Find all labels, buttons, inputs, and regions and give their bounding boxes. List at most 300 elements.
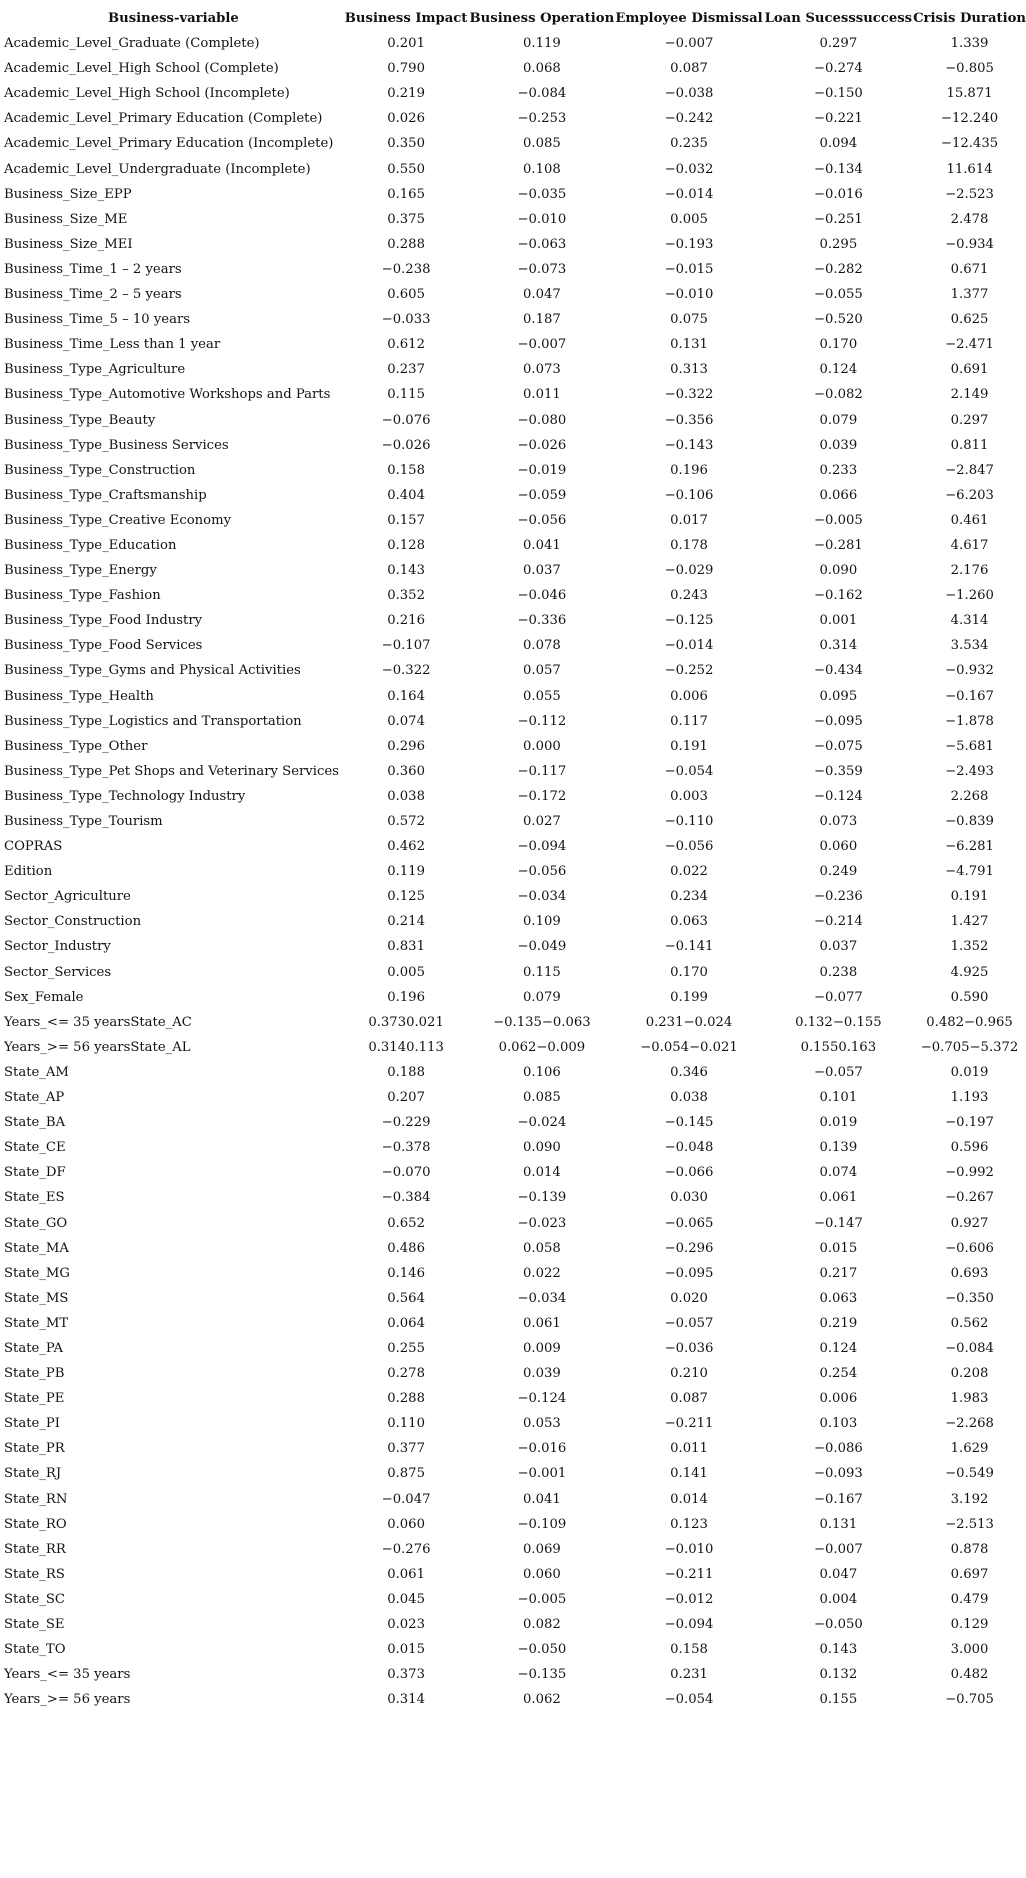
table-row (4, 382, 1026, 407)
variable-name: Academic_Level_High School (Incomplete) (4, 86, 290, 102)
table-row (4, 809, 1026, 834)
variable-name: State_ES (4, 1190, 65, 1206)
business-operation-value: 0.078 (522, 638, 561, 654)
employee-dismissal-value: −0.048 (664, 1140, 714, 1156)
employee-dismissal-value: −0.296 (664, 1240, 714, 1256)
business-operation-value: −0.024 (517, 1115, 567, 1131)
header-business-operation: Business Operation (469, 11, 615, 26)
loan-success-value: 0.074 (819, 1165, 858, 1181)
employee-dismissal-value: −0.252 (664, 663, 714, 679)
employee-dismissal-value: −0.211 (664, 1416, 714, 1432)
crisis-duration-value: 1.352 (950, 939, 989, 955)
crisis-duration-value: 0.208 (950, 1366, 989, 1382)
crisis-duration-value: −2.513 (945, 1516, 994, 1532)
employee-dismissal-value: −0.356 (664, 412, 714, 428)
loan-success-value: 0.131 (819, 1516, 858, 1532)
table-row (4, 307, 1026, 332)
crisis-duration-value: 0.482−0.965 (926, 1014, 1013, 1030)
header-business-variable: Business-variable (107, 11, 239, 26)
crisis-duration-value: −0.197 (945, 1115, 994, 1131)
variable-name: Edition (4, 864, 53, 880)
crisis-duration-value: 0.479 (950, 1591, 989, 1607)
business-operation-value: 0.058 (522, 1240, 561, 1256)
variable-name: State_AP (4, 1090, 65, 1106)
employee-dismissal-value: 0.243 (670, 588, 708, 604)
loan-success-value: 0.297 (819, 36, 858, 52)
crisis-duration-value: −2.523 (945, 186, 994, 202)
business-operation-value: 0.022 (522, 1265, 561, 1281)
business-impact-value: 0.165 (387, 186, 425, 202)
crisis-duration-value: 1.339 (950, 36, 989, 52)
business-operation-value: −0.336 (517, 613, 567, 629)
loan-success-value: −0.281 (813, 537, 863, 553)
loan-success-value: 0.094 (819, 136, 858, 152)
business-operation-value: −0.253 (517, 111, 567, 127)
business-operation-value: −0.050 (517, 1642, 567, 1658)
business-impact-value: 0.115 (387, 387, 425, 403)
business-impact-value: 0.360 (387, 763, 425, 779)
variable-name: Business_Time_Less than 1 year (4, 337, 221, 353)
loan-success-value: 0.143 (819, 1642, 858, 1658)
table-row (4, 106, 1026, 131)
crisis-duration-value: 0.297 (950, 412, 989, 428)
crisis-duration-value: −0.932 (945, 663, 994, 679)
employee-dismissal-value: 0.075 (670, 312, 708, 328)
employee-dismissal-value: −0.322 (664, 387, 714, 403)
table-row (4, 633, 1026, 658)
business-operation-value: 0.079 (522, 989, 561, 1005)
variable-name: State_DF (4, 1165, 66, 1181)
table-row (4, 508, 1026, 533)
variable-name: State_PA (4, 1340, 64, 1356)
business-impact-value: 0.564 (387, 1290, 425, 1306)
table-row (4, 960, 1026, 985)
business-impact-value: 0.550 (387, 161, 425, 177)
table-row (4, 332, 1026, 357)
table-row (4, 1010, 1026, 1035)
table-row (4, 934, 1026, 959)
variable-name: Academic_Level_Graduate (Complete) (4, 36, 260, 52)
employee-dismissal-value: 0.003 (670, 788, 708, 804)
variable-name: State_RR (4, 1541, 66, 1557)
variable-name: Sector_Construction (4, 914, 142, 930)
loan-success-value: −0.077 (813, 989, 863, 1005)
business-operation-value: 0.057 (522, 663, 561, 679)
employee-dismissal-value: −0.057 (664, 1315, 714, 1331)
loan-success-value: 0.063 (819, 1290, 858, 1306)
business-impact-value: −0.322 (381, 663, 431, 679)
business-impact-value: 0.352 (387, 588, 425, 604)
table-row (4, 1436, 1026, 1461)
loan-success-value: 0.060 (819, 839, 858, 855)
employee-dismissal-value: −0.056 (664, 839, 714, 855)
crisis-duration-value: 1.427 (950, 914, 989, 930)
table-row (4, 1211, 1026, 1236)
business-operation-value: 0.085 (522, 1090, 561, 1106)
loan-success-value: 0.295 (819, 236, 858, 252)
business-impact-value: −0.076 (381, 412, 431, 428)
loan-success-value: 0.254 (819, 1366, 858, 1382)
table-row (4, 1487, 1026, 1512)
business-impact-value: 0.831 (387, 939, 425, 955)
table-row (4, 207, 1026, 232)
loan-success-value: 0.073 (819, 814, 858, 829)
business-operation-value: 0.082 (522, 1617, 561, 1632)
business-impact-value: 0.158 (387, 462, 425, 478)
crisis-duration-value: −6.203 (945, 487, 994, 503)
header-loan-success: Loan Sucesssuccess (764, 11, 913, 26)
business-operation-value: 0.027 (522, 814, 561, 829)
loan-success-value: −0.075 (813, 738, 863, 754)
business-impact-value: −0.229 (381, 1115, 431, 1131)
crisis-duration-value: 1.193 (950, 1090, 989, 1106)
business-impact-value: 0.026 (387, 111, 425, 127)
table-row (4, 658, 1026, 683)
table-row (4, 884, 1026, 909)
table-row (4, 985, 1026, 1010)
variable-name: State_CE (4, 1140, 66, 1156)
business-operation-value: −0.059 (517, 487, 567, 503)
employee-dismissal-value: 0.235 (670, 136, 708, 152)
loan-success-value: −0.016 (813, 186, 863, 202)
variable-name: Business_Type_Automotive Workshops and Parts (4, 387, 331, 403)
loan-success-value: 0.139 (819, 1140, 858, 1156)
business-operation-value: −0.056 (517, 512, 567, 528)
crisis-duration-value: −0.084 (945, 1340, 994, 1356)
business-operation-value: −0.046 (517, 588, 567, 604)
crisis-duration-value: −0.267 (945, 1190, 994, 1206)
employee-dismissal-value: −0.242 (664, 111, 714, 127)
business-operation-value: 0.055 (522, 688, 561, 704)
business-impact-value: −0.107 (381, 638, 431, 654)
employee-dismissal-value: −0.015 (664, 261, 714, 277)
table-row (4, 1637, 1026, 1662)
business-impact-value: 0.3730.021 (368, 1014, 444, 1030)
table-row (4, 1612, 1026, 1637)
loan-success-value: 0.061 (819, 1190, 858, 1206)
business-impact-value: 0.119 (387, 864, 425, 880)
employee-dismissal-value: 0.022 (670, 864, 708, 880)
loan-success-value: −0.167 (813, 1491, 863, 1507)
loan-success-value: −0.520 (813, 312, 863, 328)
variable-name: State_PI (4, 1416, 60, 1432)
loan-success-value: 0.047 (819, 1566, 858, 1582)
business-operation-value: −0.023 (517, 1215, 567, 1231)
employee-dismissal-value: −0.054 (664, 1692, 714, 1708)
crisis-duration-value: 4.314 (950, 613, 989, 629)
employee-dismissal-value: −0.145 (664, 1115, 714, 1131)
business-impact-value: 0.064 (387, 1315, 425, 1331)
loan-success-value: 0.095 (819, 688, 858, 704)
crisis-duration-value: 1.983 (950, 1391, 989, 1407)
business-impact-value: 0.237 (387, 362, 425, 378)
variable-name: Sex_Female (4, 989, 84, 1005)
variable-name: State_MS (4, 1290, 69, 1306)
loan-success-value: 0.006 (819, 1391, 858, 1407)
variable-name: Business_Type_Other (4, 738, 148, 754)
business-impact-value: 0.216 (387, 613, 425, 629)
employee-dismissal-value: 0.196 (670, 462, 708, 478)
variable-name: Business_Size_EPP (4, 186, 132, 202)
business-impact-value: 0.074 (387, 713, 425, 729)
table-row (4, 483, 1026, 508)
business-impact-value: 0.404 (387, 487, 425, 503)
employee-dismissal-value: −0.032 (664, 161, 714, 177)
business-operation-value: −0.035 (517, 186, 567, 202)
table-row (4, 1662, 1026, 1687)
business-impact-value: 0.375 (387, 211, 425, 227)
table-row (4, 1261, 1026, 1286)
employee-dismissal-value: 0.011 (670, 1441, 708, 1457)
loan-success-value: −0.214 (813, 914, 863, 930)
business-impact-value: 0.207 (387, 1090, 425, 1106)
business-impact-value: −0.047 (381, 1491, 431, 1507)
variable-name: State_GO (4, 1215, 68, 1231)
table-row (4, 408, 1026, 433)
loan-success-value: −0.124 (813, 788, 863, 804)
header-employee-dismissal: Employee Dismissal (615, 11, 763, 26)
variable-name: Business_Time_1 – 2 years (4, 261, 182, 277)
table-row (4, 608, 1026, 633)
employee-dismissal-value: 0.117 (670, 713, 708, 729)
table-row (4, 1687, 1026, 1712)
employee-dismissal-value: 0.199 (670, 989, 708, 1005)
employee-dismissal-value: −0.029 (664, 563, 714, 579)
business-impact-value: 0.157 (387, 512, 425, 528)
employee-dismissal-value: −0.066 (664, 1165, 714, 1181)
crisis-duration-value: 0.878 (950, 1541, 989, 1557)
business-operation-value: 0.187 (522, 312, 561, 328)
loan-success-value: −0.055 (813, 287, 863, 303)
table-row (4, 1135, 1026, 1160)
employee-dismissal-value: −0.143 (664, 437, 714, 453)
business-operation-value: −0.109 (517, 1516, 567, 1532)
loan-success-value: 0.124 (819, 362, 858, 378)
business-impact-value: −0.276 (381, 1541, 431, 1557)
table-row (4, 1537, 1026, 1562)
employee-dismissal-value: 0.020 (670, 1290, 708, 1306)
loan-success-value: −0.095 (813, 713, 863, 729)
business-operation-value: −0.019 (517, 462, 567, 478)
crisis-duration-value: −2.493 (945, 763, 994, 779)
business-impact-value: 0.612 (387, 337, 425, 353)
table-row (4, 1512, 1026, 1537)
business-operation-value: 0.041 (522, 537, 561, 553)
loan-success-value: 0.090 (819, 563, 858, 579)
crisis-duration-value: −0.805 (945, 61, 994, 77)
table-row (4, 157, 1026, 182)
crisis-duration-value: 15.871 (946, 86, 993, 102)
employee-dismissal-value: 0.131 (670, 337, 708, 353)
loan-success-value: 0.001 (819, 613, 858, 629)
table-row (4, 734, 1026, 759)
crisis-duration-value: 0.129 (950, 1617, 989, 1632)
crisis-duration-value: 0.482 (950, 1667, 989, 1683)
business-operation-value: −0.010 (517, 211, 567, 227)
business-impact-value: 0.060 (387, 1516, 425, 1532)
business-operation-value: 0.039 (522, 1366, 561, 1382)
variable-name: Years_>= 56 yearsState_AL (4, 1039, 191, 1055)
table-row (4, 81, 1026, 106)
business-impact-value: 0.061 (387, 1566, 425, 1582)
loan-success-value: 0.039 (819, 437, 858, 453)
variable-name: State_MA (4, 1240, 69, 1256)
loan-success-value: −0.434 (813, 663, 863, 679)
employee-dismissal-value: −0.010 (664, 287, 714, 303)
business-impact-value: 0.219 (387, 86, 425, 102)
crisis-duration-value: 11.614 (946, 161, 993, 177)
variable-name: Business_Type_Construction (4, 462, 196, 478)
business-operation-value: 0.090 (522, 1140, 561, 1156)
crisis-duration-value: −1.260 (945, 588, 994, 604)
loan-success-value: 0.233 (819, 462, 858, 478)
variable-name: State_RJ (4, 1466, 62, 1482)
table-row (4, 1386, 1026, 1411)
loan-success-value: 0.101 (819, 1090, 858, 1106)
business-operation-value: −0.005 (517, 1591, 567, 1607)
employee-dismissal-value: −0.193 (664, 236, 714, 252)
business-impact-value: 0.125 (387, 889, 425, 905)
crisis-duration-value: 0.590 (950, 989, 989, 1005)
crisis-duration-value: −0.167 (945, 688, 994, 704)
business-impact-value: 0.188 (387, 1064, 425, 1080)
crisis-duration-value: 3.192 (950, 1491, 989, 1507)
crisis-duration-value: 2.268 (950, 788, 989, 804)
crisis-duration-value: 0.927 (950, 1215, 989, 1231)
employee-dismissal-value: −0.106 (664, 487, 714, 503)
business-operation-value: −0.063 (517, 236, 567, 252)
loan-success-value: 0.219 (819, 1315, 858, 1331)
table-row (4, 433, 1026, 458)
variable-name: Business_Type_Food Industry (4, 613, 203, 629)
variable-name: Business_Type_Tourism (4, 814, 163, 829)
table-row (4, 257, 1026, 282)
business-operation-value: −0.139 (517, 1190, 567, 1206)
crisis-duration-value: −0.992 (945, 1165, 994, 1181)
business-impact-value: 0.350 (387, 136, 425, 152)
employee-dismissal-value: −0.014 (664, 186, 714, 202)
business-operation-value: 0.106 (522, 1064, 561, 1080)
business-operation-value: 0.053 (522, 1416, 561, 1432)
employee-dismissal-value: −0.110 (664, 814, 714, 829)
variable-name: Academic_Level_Primary Education (Incomplete) (4, 136, 334, 152)
crisis-duration-value: 4.925 (950, 964, 989, 980)
crisis-duration-value: −0.934 (945, 236, 994, 252)
business-impact-value: 0.201 (387, 36, 425, 52)
table-row (4, 1336, 1026, 1361)
variable-name: Business_Type_Logistics and Transportation (4, 713, 302, 729)
crisis-duration-value: −0.549 (945, 1466, 994, 1482)
business-operation-value: −0.084 (517, 86, 567, 102)
variable-name: Business_Type_Craftsmanship (4, 487, 207, 503)
table-row (4, 1185, 1026, 1210)
business-operation-value: 0.108 (522, 161, 561, 177)
business-impact-value: 0.278 (387, 1366, 425, 1382)
employee-dismissal-value: −0.211 (664, 1566, 714, 1582)
header-crisis-duration: Crisis Duration (913, 11, 1026, 26)
business-impact-value: 0.038 (387, 788, 425, 804)
crisis-duration-value: −5.681 (945, 738, 994, 754)
business-operation-value: 0.109 (522, 914, 561, 930)
crisis-duration-value: 3.000 (950, 1642, 989, 1658)
employee-dismissal-value: −0.094 (664, 1617, 714, 1632)
table-row (4, 1311, 1026, 1336)
variable-name: Business_Size_ME (4, 211, 128, 227)
employee-dismissal-value: 0.234 (670, 889, 708, 905)
table-row (4, 784, 1026, 809)
business-impact-value: −0.070 (381, 1165, 431, 1181)
variable-name: Sector_Industry (4, 939, 111, 955)
business-operation-value: 0.011 (522, 387, 561, 403)
table-row (4, 1236, 1026, 1261)
variable-name: Business_Type_Gyms and Physical Activities (4, 663, 301, 679)
loan-success-value: 0.037 (819, 939, 858, 955)
employee-dismissal-value: 0.123 (670, 1516, 708, 1532)
employee-dismissal-value: −0.125 (664, 613, 714, 629)
variable-name: Years_<= 35 years (4, 1667, 131, 1683)
variable-name: Business_Time_2 – 5 years (4, 287, 182, 303)
loan-success-value: 0.238 (819, 964, 858, 980)
business-impact-value: 0.875 (387, 1466, 425, 1482)
employee-dismissal-value: 0.030 (670, 1190, 708, 1206)
business-operation-value: 0.037 (522, 563, 561, 579)
employee-dismissal-value: −0.007 (664, 36, 714, 52)
employee-dismissal-value: 0.063 (670, 914, 708, 930)
employee-dismissal-value: −0.036 (664, 1340, 714, 1356)
loan-success-value: −0.093 (813, 1466, 863, 1482)
business-impact-value: −0.384 (381, 1190, 431, 1206)
table-row (4, 558, 1026, 583)
variable-name: State_MG (4, 1265, 70, 1281)
business-impact-value: 0.790 (387, 61, 425, 77)
business-operation-value: 0.041 (522, 1491, 561, 1507)
table-row (4, 909, 1026, 934)
business-impact-value: 0.143 (387, 563, 425, 579)
variable-name: Business_Type_Beauty (4, 412, 156, 428)
table-row (4, 1160, 1026, 1185)
business-impact-value: 0.605 (387, 287, 425, 303)
table-row (4, 759, 1026, 784)
table-row (4, 1562, 1026, 1587)
business-operation-value: −0.124 (517, 1391, 567, 1407)
employee-dismissal-value: 0.231 (670, 1667, 708, 1683)
table-row (4, 1060, 1026, 1085)
variable-name: State_RS (4, 1566, 65, 1582)
employee-dismissal-value: −0.065 (664, 1215, 714, 1231)
business-operation-value: 0.014 (522, 1165, 561, 1181)
business-operation-value: −0.001 (517, 1466, 567, 1482)
business-impact-value: 0.296 (387, 738, 425, 754)
loan-success-value: −0.147 (813, 1215, 863, 1231)
business-operation-value: −0.112 (517, 713, 567, 729)
loan-success-value: 0.155 (819, 1692, 858, 1708)
table-row (4, 232, 1026, 257)
business-operation-value: 0.047 (522, 287, 561, 303)
crisis-duration-value: −0.705 (945, 1692, 994, 1708)
variable-name: Years_<= 35 yearsState_AC (4, 1014, 192, 1030)
variable-name: Business_Type_Fashion (4, 588, 161, 604)
business-impact-value: 0.023 (387, 1617, 425, 1632)
business-impact-value: 0.255 (387, 1340, 425, 1356)
business-impact-value: 0.214 (387, 914, 425, 930)
business-operation-value: −0.135 (517, 1667, 567, 1683)
loan-success-value: 0.019 (819, 1115, 858, 1131)
table-row (4, 834, 1026, 859)
variable-name: Business_Time_5 – 10 years (4, 312, 191, 328)
variable-name: State_AM (4, 1064, 69, 1080)
header-business-impact: Business Impact (344, 11, 468, 26)
employee-dismissal-value: 0.005 (670, 211, 708, 227)
